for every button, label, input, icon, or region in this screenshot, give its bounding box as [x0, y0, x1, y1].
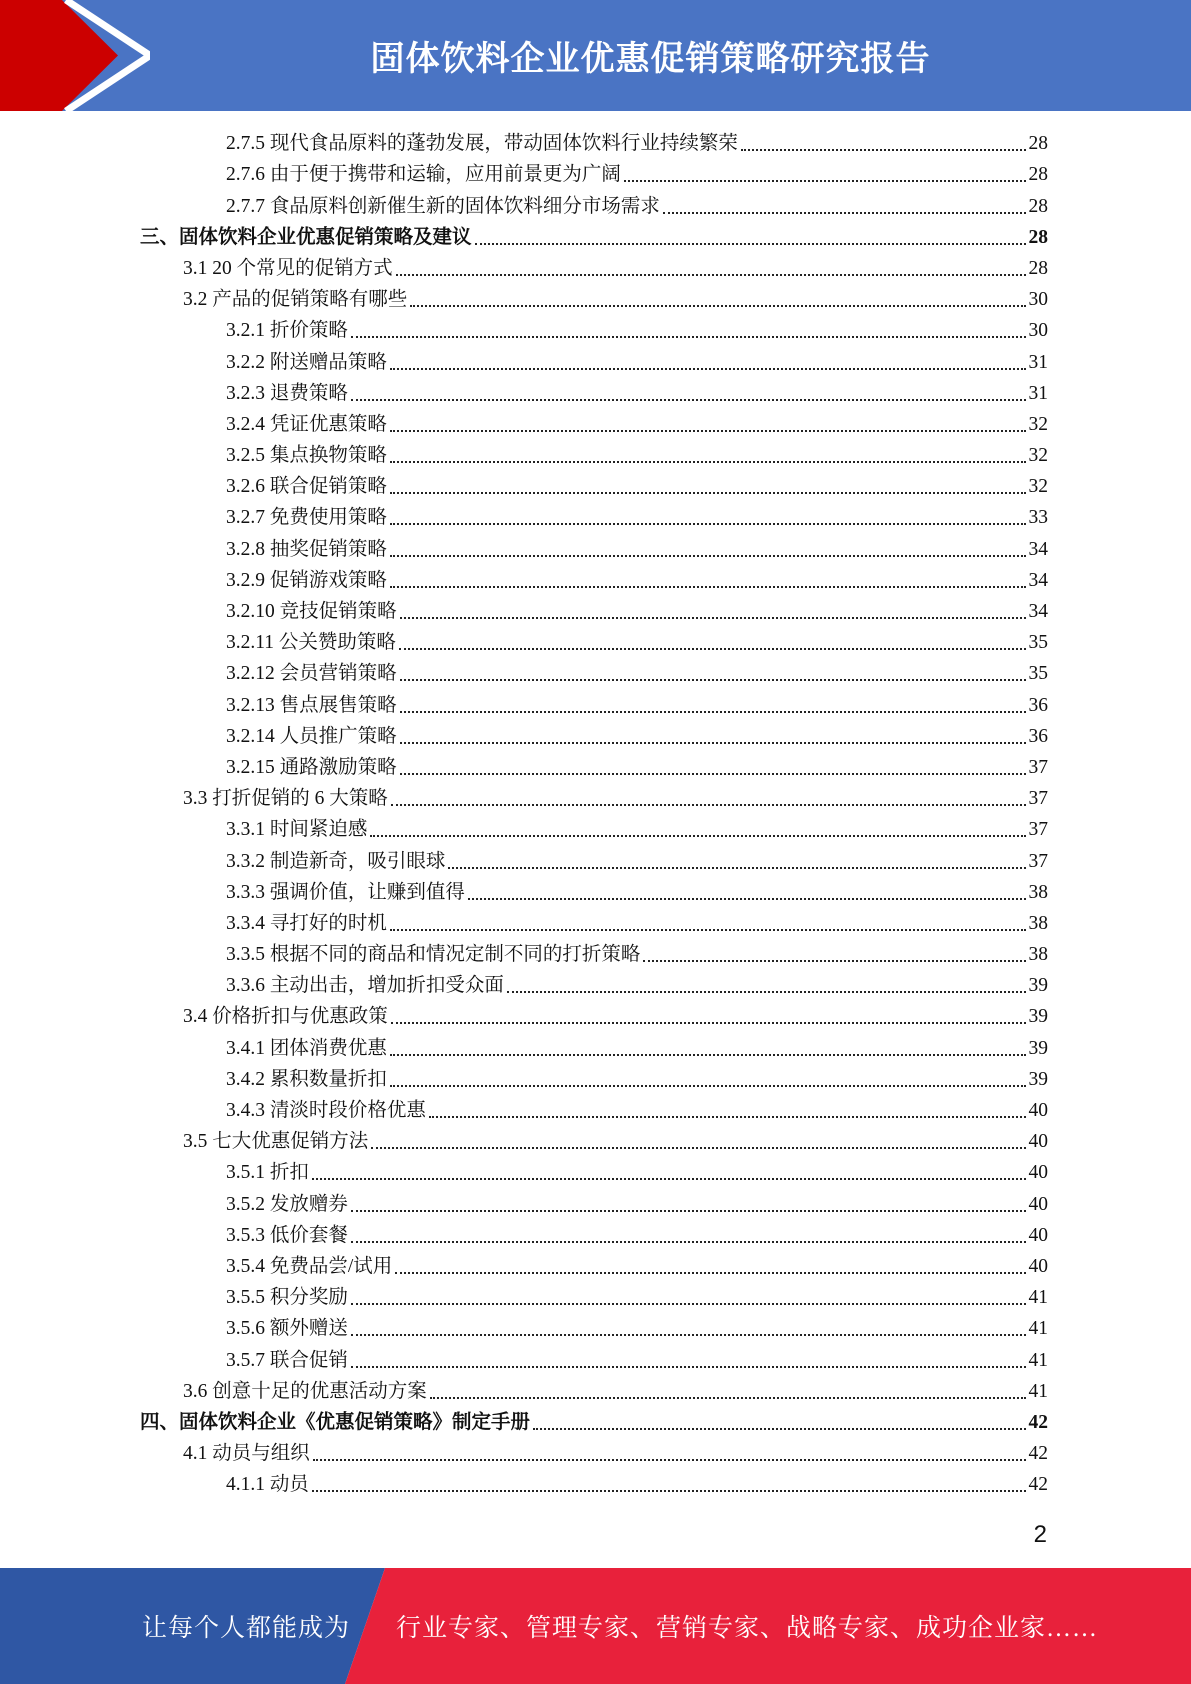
toc-entry[interactable] — [140, 1031, 1048, 1062]
toc-entry[interactable] — [140, 1125, 1048, 1156]
toc-entry-page: 41 — [1028, 1380, 1048, 1402]
toc-dot-leader — [390, 523, 1026, 525]
toc-entry-page: 32 — [1028, 445, 1048, 467]
toc-entry[interactable] — [140, 1219, 1048, 1250]
toc-entry[interactable] — [140, 626, 1048, 657]
report-title: 固体饮料企业优惠促销策略研究报告 — [370, 39, 931, 79]
toc-entry[interactable] — [140, 938, 1048, 969]
toc-entry-page: 37 — [1028, 788, 1048, 810]
toc-entry-label: 3.3.3 强调价值，让赚到值得 — [226, 881, 465, 903]
toc-entry[interactable] — [140, 876, 1048, 907]
toc-dot-leader — [643, 960, 1025, 962]
toc-entry-page: 38 — [1028, 912, 1048, 934]
toc-entry-label: 3.4.3 清淡时段价格优惠 — [226, 1100, 426, 1121]
toc-dot-leader — [400, 773, 1026, 775]
toc-dot-leader — [400, 711, 1026, 713]
toc-entry-label: 3.4.1 团体消费优惠 — [226, 1037, 387, 1059]
toc-entry-label: 3.5.2 发放赠券 — [226, 1193, 348, 1215]
toc-entry[interactable] — [140, 314, 1048, 345]
toc-entry[interactable] — [140, 1094, 1048, 1125]
toc-entry-label: 3.2.10 竞技促销策略 — [226, 601, 397, 622]
toc-dot-leader — [663, 212, 1026, 214]
toc-entry[interactable] — [140, 1437, 1048, 1468]
toc-dot-leader — [400, 679, 1026, 681]
toc-dot-leader — [390, 368, 1026, 370]
toc-dot-leader — [396, 274, 1026, 276]
toc-entry-label: 3.5.3 低价套餐 — [226, 1224, 348, 1246]
toc-dot-leader — [741, 149, 1026, 151]
toc-dot-leader — [370, 835, 1025, 837]
toc-entry-page: 28 — [1028, 257, 1048, 279]
toc-entry-page: 40 — [1028, 1255, 1048, 1277]
toc-entry[interactable] — [140, 907, 1048, 938]
toc-entry-label: 3.5 七大优惠促销方法 — [183, 1131, 369, 1153]
toc-dot-leader — [351, 1303, 1026, 1305]
toc-entry-page: 42 — [1028, 1474, 1048, 1496]
toc-entry-label: 3.2.11 公关赞助策略 — [226, 632, 396, 654]
toc-entry-page: 30 — [1028, 320, 1048, 342]
toc-entry-page: 41 — [1028, 1287, 1048, 1309]
toc-entry-page: 39 — [1028, 1006, 1048, 1028]
toc-dot-leader — [391, 1022, 1026, 1024]
toc-dot-leader — [312, 1490, 1026, 1492]
toc-dot-leader — [351, 1210, 1026, 1212]
toc-entry-page: 37 — [1028, 756, 1048, 778]
toc-dot-leader — [507, 991, 1026, 993]
toc-entry[interactable] — [140, 345, 1048, 376]
toc-dot-leader — [390, 1054, 1026, 1056]
toc-entry[interactable] — [140, 564, 1048, 595]
toc-entry-label: 3.4.2 累积数量折扣 — [226, 1068, 387, 1090]
toc-dot-leader — [390, 430, 1026, 432]
toc-entry-label: 3.5.4 免费品尝/试用 — [226, 1255, 393, 1277]
toc-dot-leader — [399, 648, 1026, 650]
toc-entry-page: 40 — [1028, 1131, 1048, 1153]
toc-entry-label: 3.5.1 折扣 — [226, 1162, 309, 1184]
toc-entry-label: 3.5.5 积分奖励 — [226, 1287, 348, 1309]
toc-entry-page: 41 — [1028, 1349, 1048, 1371]
toc-dot-leader — [430, 1397, 1026, 1399]
toc-dot-leader — [351, 1366, 1026, 1368]
toc-entry[interactable] — [140, 1375, 1048, 1406]
toc-entry-page: 35 — [1028, 632, 1048, 654]
toc-entry-page: 36 — [1028, 725, 1048, 747]
toc-entry-label: 3.2.12 会员营销策略 — [226, 663, 397, 685]
footer-bar — [0, 1568, 1191, 1684]
header-red-arrow-decoration — [0, 0, 150, 111]
toc-entry-label: 3.3.5 根据不同的商品和情况定制不同的打折策略 — [226, 944, 641, 966]
toc-entry-label: 3.6 创意十足的优惠活动方案 — [183, 1380, 427, 1402]
toc-dot-leader — [468, 898, 1026, 900]
toc-entry-page: 28 — [1028, 164, 1048, 186]
footer-slogan-left: 让每个人都能成为 — [142, 1615, 351, 1642]
toc-entry-label: 3.2.9 促销游戏策略 — [226, 569, 387, 591]
toc-entry-page: 38 — [1028, 944, 1048, 966]
toc-entry-label: 3.3.4 寻打好的时机 — [226, 912, 387, 934]
footer-slogan-right: 行业专家、管理专家、营销专家、战略专家、成功企业家…… — [396, 1615, 1099, 1642]
toc-entry-page: 40 — [1028, 1100, 1048, 1121]
toc-entry-label: 3.2.13 售点展售策略 — [226, 694, 397, 716]
toc-entry-label: 3.2.15 通路激励策略 — [226, 756, 397, 778]
toc-entry-page: 31 — [1028, 382, 1048, 404]
toc-entry-page: 31 — [1028, 351, 1048, 373]
toc-dot-leader — [400, 742, 1026, 744]
toc-entry-label: 3.3.1 时间紧迫感 — [226, 819, 368, 841]
toc-entry[interactable] — [140, 1281, 1048, 1312]
toc-entry-page: 38 — [1028, 881, 1048, 903]
toc-dot-leader — [313, 1459, 1026, 1461]
toc-dot-leader — [429, 1116, 1026, 1118]
toc-entry-label: 3.2.7 免费使用策略 — [226, 507, 387, 529]
toc-entry-label: 2.7.5 现代食品原料的蓬勃发展，带动固体饮料行业持续繁荣 — [226, 133, 738, 155]
toc-entry[interactable] — [140, 127, 1048, 158]
toc-entry-label: 2.7.6 由于便于携带和运输，应用前景更为广阔 — [226, 164, 621, 186]
toc-entry-label: 四、固体饮料企业《优惠促销策略》制定手册 — [140, 1411, 531, 1433]
toc-entry[interactable] — [140, 439, 1048, 470]
toc-entry-page: 36 — [1028, 694, 1048, 716]
toc-dot-leader — [390, 586, 1026, 588]
toc-entry[interactable] — [140, 189, 1048, 220]
toc-entry-label: 4.1 动员与组织 — [183, 1443, 310, 1465]
toc-entry-label: 3.3.6 主动出击，增加折扣受众面 — [226, 975, 504, 997]
toc-entry-label: 3.2.6 联合促销策略 — [226, 476, 387, 498]
toc-dot-leader — [371, 1147, 1025, 1149]
toc-entry-label: 3.2.8 抽奖促销策略 — [226, 538, 387, 560]
toc-entry-label: 3.2.14 人员推广策略 — [226, 725, 397, 747]
toc-entry-page: 30 — [1028, 289, 1048, 311]
toc-dot-leader — [351, 399, 1026, 401]
toc-entry-page: 35 — [1028, 663, 1048, 685]
toc-entry-page: 40 — [1028, 1224, 1048, 1246]
toc-dot-leader — [351, 1241, 1026, 1243]
toc-entry[interactable] — [140, 688, 1048, 719]
toc-dot-leader — [351, 336, 1026, 338]
toc-entry-label: 4.1.1 动员 — [226, 1474, 309, 1496]
toc-entry[interactable] — [140, 283, 1048, 314]
toc-entry-label: 3.4 价格折扣与优惠政策 — [183, 1006, 388, 1028]
toc-entry[interactable] — [140, 1187, 1048, 1218]
table-of-contents — [140, 127, 1048, 1499]
toc-entry-page: 28 — [1028, 226, 1048, 248]
toc-entry-page: 39 — [1028, 975, 1048, 997]
toc-entry-label: 3.2.5 集点换物策略 — [226, 445, 387, 467]
toc-entry-label: 3.2.1 折价策略 — [226, 320, 348, 342]
toc-entry[interactable] — [140, 595, 1048, 626]
toc-entry[interactable] — [140, 1250, 1048, 1281]
toc-entry[interactable] — [140, 1063, 1048, 1094]
toc-entry-page: 28 — [1028, 195, 1048, 217]
toc-dot-leader — [391, 804, 1026, 806]
toc-entry-label: 3.2.4 凭证优惠策略 — [226, 413, 387, 435]
toc-dot-leader — [390, 461, 1026, 463]
toc-entry-page: 40 — [1028, 1162, 1048, 1184]
toc-dot-leader — [624, 180, 1026, 182]
toc-entry-page: 39 — [1028, 1037, 1048, 1059]
toc-entry[interactable] — [140, 532, 1048, 563]
toc-entry-page: 42 — [1028, 1411, 1048, 1433]
toc-entry[interactable] — [140, 1000, 1048, 1031]
toc-entry[interactable] — [140, 720, 1048, 751]
toc-entry-page: 37 — [1028, 850, 1048, 872]
toc-entry-page: 34 — [1028, 538, 1048, 560]
toc-entry[interactable] — [140, 501, 1048, 532]
toc-entry-label: 3.5.6 额外赠送 — [226, 1318, 348, 1340]
header-bar — [0, 0, 1191, 111]
toc-dot-leader — [390, 929, 1026, 931]
toc-dot-leader — [312, 1178, 1026, 1180]
toc-entry[interactable] — [140, 657, 1048, 688]
toc-entry[interactable] — [140, 813, 1048, 844]
toc-entry[interactable] — [140, 1468, 1048, 1499]
toc-entry-page: 41 — [1028, 1318, 1048, 1340]
toc-entry-label: 3.1 20 个常见的促销方式 — [183, 257, 393, 279]
toc-dot-leader — [533, 1428, 1025, 1430]
toc-dot-leader — [448, 867, 1025, 869]
toc-entry[interactable] — [140, 408, 1048, 439]
toc-entry-page: 33 — [1028, 507, 1048, 529]
toc-entry-page: 39 — [1028, 1068, 1048, 1090]
toc-dot-leader — [475, 243, 1026, 245]
toc-entry-label: 3.5.7 联合促销 — [226, 1349, 348, 1371]
toc-entry-page: 34 — [1028, 569, 1048, 591]
toc-entry-label: 3.2.3 退费策略 — [226, 382, 348, 404]
toc-entry[interactable] — [140, 158, 1048, 189]
toc-entry-label: 3.2 产品的促销策略有哪些 — [183, 289, 408, 311]
toc-dot-leader — [400, 617, 1026, 619]
toc-entry-page: 32 — [1028, 476, 1048, 498]
toc-entry-label: 3.3 打折促销的 6 大策略 — [183, 788, 388, 810]
toc-entry-page: 28 — [1028, 133, 1048, 155]
toc-entry-page: 32 — [1028, 413, 1048, 435]
toc-entry-page: 37 — [1028, 819, 1048, 841]
toc-entry-label: 3.3.2 制造新奇，吸引眼球 — [226, 850, 446, 872]
toc-entry-page: 34 — [1028, 601, 1048, 622]
page-number: 2 — [1033, 1521, 1047, 1548]
toc-entry[interactable] — [140, 1312, 1048, 1343]
toc-entry-label: 3.2.2 附送赠品策略 — [226, 351, 387, 373]
toc-entry[interactable] — [140, 1343, 1048, 1374]
toc-dot-leader — [395, 1272, 1025, 1274]
toc-entry[interactable] — [140, 252, 1048, 283]
toc-entry[interactable] — [140, 844, 1048, 875]
toc-entry[interactable] — [140, 782, 1048, 813]
toc-entry-page: 42 — [1028, 1443, 1048, 1465]
toc-entry[interactable] — [140, 1156, 1048, 1187]
toc-entry[interactable] — [140, 377, 1048, 408]
toc-dot-leader — [390, 555, 1026, 557]
toc-entry-page: 40 — [1028, 1193, 1048, 1215]
toc-entry[interactable] — [140, 969, 1048, 1000]
toc-entry[interactable] — [140, 1406, 1048, 1437]
toc-dot-leader — [390, 1085, 1026, 1087]
toc-dot-leader — [390, 492, 1026, 494]
toc-entry[interactable] — [140, 221, 1048, 252]
toc-entry[interactable] — [140, 751, 1048, 782]
toc-entry-label: 2.7.7 食品原料创新催生新的固体饮料细分市场需求 — [226, 195, 660, 217]
toc-entry[interactable] — [140, 470, 1048, 501]
toc-entry-label: 三、固体饮料企业优惠促销策略及建议 — [140, 226, 472, 248]
toc-dot-leader — [410, 305, 1025, 307]
toc-dot-leader — [351, 1334, 1026, 1336]
